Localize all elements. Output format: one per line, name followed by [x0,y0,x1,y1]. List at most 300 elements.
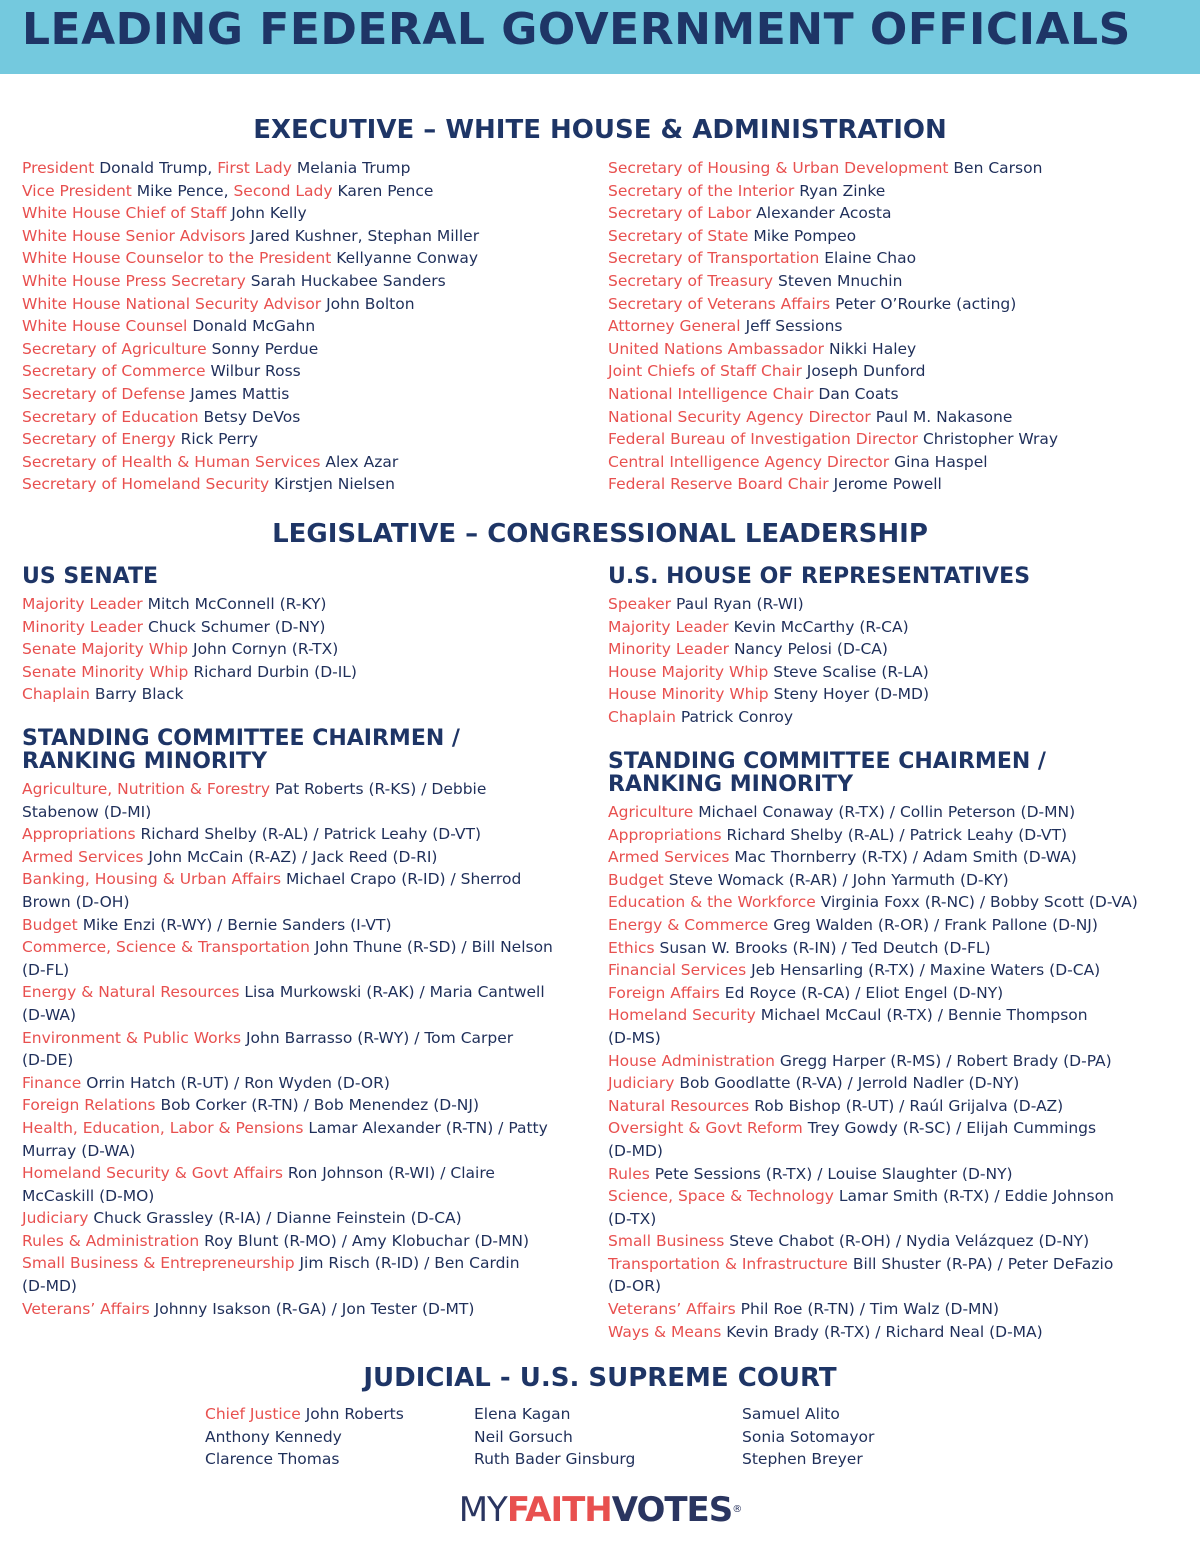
role-title: White House Counsel [22,317,188,336]
list-item [608,683,1188,706]
list-item [608,982,1188,1005]
official-name: Mike Enzi (R-WY) / Bernie Sanders (I-VT) [82,915,392,934]
role-title: Ethics [608,938,655,957]
judicial-col2 [474,1403,734,1471]
list-item [742,1448,1002,1471]
official-name: Virginia Foxx (R-NC) / Bobby Scott (D-VA) [820,893,1138,912]
list-item-continued [608,1275,1188,1298]
role-title: Budget [608,870,664,889]
official-name: Richard Shelby (R-AL) / Patrick Leahy (D-VT) [140,825,482,844]
list-item [608,706,1188,729]
role-title: White House National Security Advisor [22,294,322,313]
role-title: Secretary of Veterans Affairs [608,294,831,313]
house-committee-title [608,750,1168,796]
list-item [22,1298,592,1321]
senate-leadership-list [22,593,592,706]
role-title: Secretary of Homeland Security [22,475,270,494]
official-name: Gina Haspel [894,452,988,471]
list-item [608,1050,1188,1073]
list-item [22,315,592,338]
list-item-continued [608,1027,1188,1050]
list-item [608,315,1188,338]
official-name: (D-MD) [22,1277,77,1296]
official-name: Kirstjen Nielsen [274,475,395,494]
official-name: Roy Blunt (R-MO) / Amy Klobuchar (D-MN) [204,1231,530,1250]
list-item [608,824,1188,847]
official-name: Gregg Harper (R-MS) / Robert Brady (D-PA) [779,1051,1112,1070]
role-title: Ways & Means [608,1322,722,1341]
official-name: Sonny Perdue [211,339,319,358]
list-item-continued [22,1275,592,1298]
list-item [608,914,1188,937]
role-title: Agriculture, Nutrition & Forestry [22,780,271,798]
official-name: Ruth Bader Ginsburg [474,1450,636,1469]
official-name: Mitch McConnell (R-KY) [147,595,327,613]
role-title: United Nations Ambassador [608,339,825,358]
list-item [608,1185,1188,1208]
list-item [22,868,592,891]
role-title: Judiciary [22,1209,89,1228]
official-name: John Barrasso (R-WY) / Tom Carper [245,1028,514,1047]
role-title: National Security Agency Director [608,407,871,426]
official-name: Mac Thornberry (R-TX) / Adam Smith (D-WA) [734,848,1077,867]
role-title: Majority Leader [22,595,143,613]
role-title: Secretary of Energy [22,430,176,449]
list-item [22,936,592,959]
role-title: Majority Leader [608,617,729,636]
official-name: Richard Durbin (D-IL) [193,662,357,681]
list-item [608,846,1188,869]
role-title: Secretary of Treasury [608,271,774,290]
official-name: Brown (D-OH) [22,892,130,911]
list-item [474,1448,734,1471]
official-name: Rick Perry [180,430,259,449]
official-name: Kevin McCarthy (R-CA) [733,617,909,636]
role-title: Second Lady [233,181,333,200]
official-name: Jim Risch (R-ID) / Ben Cardin [299,1254,520,1273]
official-name: John Kelly [231,204,307,223]
list-item [608,937,1188,960]
role-title: National Intelligence Chair [608,384,814,403]
official-name: Paul Ryan (R-WI) [675,595,804,613]
logo-registered: ® [732,1504,742,1515]
list-item [608,869,1188,892]
role-title: Secretary of Health & Human Services [22,452,321,471]
role-title: Chief Justice [205,1405,301,1423]
role-title: Appropriations [608,825,722,844]
myfaithvotes-logo [0,1490,1200,1530]
role-title: White House Counselor to the President [22,249,332,268]
official-name: Phil Roe (R-TN) / Tim Walz (D-MN) [740,1300,1000,1319]
list-item [608,638,1188,661]
role-title: Attorney General [608,317,741,336]
legislative-title: LEGISLATIVE – CONGRESSIONAL LEADERSHIP [272,519,928,549]
list-item [608,1253,1188,1276]
official-name: Patrick Conroy [680,707,794,726]
role-title: Secretary of State [608,226,749,245]
list-item [205,1448,465,1471]
role-title: White House Chief of Staff [22,204,227,223]
list-item [22,406,592,429]
list-item [742,1403,1002,1426]
official-name: (D-MS) [608,1028,661,1047]
role-title: Secretary of Housing & Urban Development [608,159,949,177]
list-item [22,1094,592,1117]
list-item [22,616,592,639]
list-item [608,1072,1188,1095]
role-title: Central Intelligence Agency Director [608,452,890,471]
official-name: Ron Johnson (R-WI) / Claire [287,1164,495,1183]
role-title: Minority Leader [22,617,143,636]
role-title: White House Press Secretary [22,271,246,290]
senate-committee-title-line2: RANKING MINORITY [22,749,267,774]
list-item [22,180,592,203]
house-committee-title-line1: STANDING COMMITTEE CHAIRMEN / [608,749,1046,774]
official-name: Mike Pence, [136,181,234,200]
official-name: Donald McGahn [192,317,316,336]
role-title: White House Senior Advisors [22,226,246,245]
executive-title: EXECUTIVE – WHITE HOUSE & ADMINISTRATION [253,115,947,145]
official-name: Barry Black [94,685,184,704]
official-name: Paul M. Nakasone [875,407,1013,426]
official-name: Karen Pence [337,181,434,200]
list-item [608,1298,1188,1321]
official-name: Melania Trump [296,159,411,177]
role-title: President [22,159,95,177]
list-item [22,823,592,846]
official-name: (D-DE) [22,1051,74,1070]
role-title: Foreign Relations [22,1096,156,1115]
official-name: Anthony Kennedy [205,1427,342,1446]
role-title: Rules & Administration [22,1231,200,1250]
role-title: Homeland Security & Govt Affairs [22,1164,283,1183]
executive-left-list [22,157,592,496]
list-item [608,1117,1188,1140]
list-item [22,247,592,270]
official-name: Bob Corker (R-TN) / Bob Menendez (D-NJ) [160,1096,480,1115]
official-name: Bill Shuster (R-PA) / Peter DeFazio [852,1254,1114,1273]
official-name: Michael Crapo (R-ID) / Sherrod [285,870,522,889]
list-item [22,451,592,474]
list-item-continued [22,1004,592,1027]
role-title: Secretary of Agriculture [22,339,207,358]
role-title: Foreign Affairs [608,983,720,1002]
list-item [22,202,592,225]
header-banner [0,0,1200,74]
official-name: Stephen Breyer [742,1450,863,1469]
official-name: Bob Goodlatte (R-VA) / Jerrold Nadler (D-NY) [679,1074,1020,1093]
official-name: Kellyanne Conway [336,249,479,268]
official-name: Pete Sessions (R-TX) / Louise Slaughter (D-NY) [654,1164,1013,1183]
official-name: McCaskill (D-MO) [22,1186,155,1205]
role-title: Senate Majority Whip [22,640,189,659]
official-name: John McCain (R-AZ) / Jack Reed (D-RI) [148,847,438,866]
role-title: Natural Resources [608,1096,750,1115]
role-title: First Lady [217,159,292,177]
judicial-col3 [742,1403,1002,1471]
list-item [608,270,1188,293]
list-item [22,661,592,684]
list-item [22,1027,592,1050]
official-name: Christopher Wray [922,430,1059,449]
official-name: Mike Pompeo [753,226,857,245]
official-name: Rob Bishop (R-UT) / Raúl Grijalva (D-AZ) [754,1096,1064,1115]
official-name: Steven Mnuchin [778,271,903,290]
role-title: Federal Bureau of Investigation Director [608,430,919,449]
official-name: Neil Gorsuch [474,1427,573,1446]
official-name: Donald Trump, [99,159,218,177]
official-name: Chuck Grassley (R-IA) / Dianne Feinstein (D-CA) [93,1209,462,1228]
list-item [608,225,1188,248]
list-item [22,638,592,661]
list-item-continued [22,1049,592,1072]
role-title: House Minority Whip [608,685,769,704]
senate-title: US SENATE [22,564,159,589]
list-item [205,1403,465,1426]
official-name: Jerome Powell [833,475,942,494]
list-item [22,360,592,383]
list-item [22,428,592,451]
official-name: Nancy Pelosi (D-CA) [733,640,888,659]
official-name: John Thune (R-SD) / Bill Nelson [314,938,553,957]
official-name: Wilbur Ross [210,362,301,381]
list-item [608,451,1188,474]
list-item [205,1426,465,1449]
role-title: Judiciary [608,1074,675,1093]
list-item-continued [608,1208,1188,1231]
role-title: Secretary of Commerce [22,362,206,381]
page-title: LEADING FEDERAL GOVERNMENT OFFICIALS [22,4,1131,55]
official-name: Richard Shelby (R-AL) / Patrick Leahy (D-VT) [726,825,1068,844]
list-item [22,683,592,706]
official-name: Alex Azar [325,452,399,471]
judicial-title: JUDICIAL - U.S. SUPREME COURT [363,1363,837,1393]
official-name: Steve Scalise (R-LA) [773,662,929,681]
official-name: Trey Gowdy (R-SC) / Elijah Cummings [807,1119,1097,1138]
list-item [22,383,592,406]
role-title: Secretary of Education [22,407,199,426]
official-name: Elena Kagan [474,1405,571,1423]
official-name: Steve Chabot (R-OH) / Nydia Velázquez (D-NY) [729,1232,1090,1251]
role-title: Secretary of the Interior [608,181,795,200]
official-name: Samuel Alito [742,1405,840,1423]
list-item [608,406,1188,429]
list-item [608,959,1188,982]
list-item [608,247,1188,270]
role-title: Commerce, Science & Transportation [22,938,310,957]
list-item [22,225,592,248]
official-name: James Mattis [190,384,290,403]
official-name: John Roberts [305,1405,404,1423]
house-committee-title-line2: RANKING MINORITY [608,772,853,797]
official-name: John Cornyn (R-TX) [193,640,339,659]
official-name: Chuck Schumer (D-NY) [147,617,326,636]
role-title: Health, Education, Labor & Pensions [22,1118,304,1137]
role-title: Rules [608,1164,650,1183]
official-name: (D-FL) [22,960,70,979]
list-item [608,202,1188,225]
role-title: Veterans’ Affairs [608,1300,736,1319]
list-item-continued [22,1140,592,1163]
list-item [608,157,1188,180]
official-name: Betsy DeVos [203,407,301,426]
official-name: Peter O’Rourke (acting) [835,294,1017,313]
role-title: Small Business [608,1232,725,1251]
official-name: Pat Roberts (R-KS) / Debbie [274,780,487,798]
role-title: Banking, Housing & Urban Affairs [22,870,282,889]
list-item [608,1321,1188,1344]
list-item [474,1403,734,1426]
official-name: Kevin Brady (R-TX) / Richard Neal (D-MA) [726,1322,1043,1341]
role-title: Financial Services [608,961,747,980]
list-item [608,593,1188,616]
role-title: Science, Space & Technology [608,1187,834,1206]
role-title: Appropriations [22,825,136,844]
official-name: Lisa Murkowski (R-AK) / Maria Cantwell [244,983,545,1002]
list-item [608,801,1188,824]
list-item-continued [22,1185,592,1208]
house-leadership-list [608,593,1188,729]
official-name: (D-OR) [608,1277,662,1296]
list-item [22,914,592,937]
role-title: Armed Services [608,848,730,867]
official-name: Greg Walden (R-OR) / Frank Pallone (D-NJ) [773,915,1098,934]
list-item [608,1004,1188,1027]
official-name: Elaine Chao [824,249,917,268]
list-item [22,1252,592,1275]
official-name: Jeff Sessions [745,317,843,336]
official-name: Ryan Zinke [799,181,886,200]
official-name: Murray (D-WA) [22,1141,136,1160]
list-item [608,428,1188,451]
official-name: Dan Coats [818,384,899,403]
list-item [608,1163,1188,1186]
role-title: Speaker [608,595,672,613]
role-title: Minority Leader [608,640,729,659]
role-title: Senate Minority Whip [22,662,189,681]
role-title: Armed Services [22,847,144,866]
official-name: Johnny Isakson (R-GA) / Jon Tester (D-MT) [154,1299,475,1318]
role-title: Small Business & Entrepreneurship [22,1254,295,1273]
official-name: Clarence Thomas [205,1450,340,1469]
official-name: Susan W. Brooks (R-IN) / Ted Deutch (D-FL) [659,938,991,957]
senate-committee-title-line1: STANDING COMMITTEE CHAIRMEN / [22,726,460,751]
logo-faith: FAITH [506,1490,612,1530]
logo-votes: VOTES [611,1490,733,1530]
official-name: Joseph Dunford [806,362,926,381]
list-item [608,180,1188,203]
official-name: Sonia Sotomayor [742,1427,875,1446]
role-title: Education & the Workforce [608,893,816,912]
logo-my: MY [458,1490,507,1530]
list-item [22,270,592,293]
role-title: Budget [22,915,78,934]
list-item [22,1117,592,1140]
role-title: Vice President [22,181,132,200]
list-item [22,1162,592,1185]
official-name: (D-WA) [22,1005,77,1024]
list-item-continued [22,801,592,824]
senate-committee-title [22,727,582,773]
role-title: Secretary of Labor [608,204,752,223]
official-name: Steve Womack (R-AR) / John Yarmuth (D-KY) [668,870,1009,889]
role-title: Secretary of Defense [22,384,186,403]
house-title: U.S. HOUSE OF REPRESENTATIVES [608,564,1031,589]
list-item [608,338,1188,361]
role-title: Finance [22,1073,82,1092]
role-title: Chaplain [22,685,90,704]
list-item [22,593,592,616]
house-committee-list [608,801,1188,1343]
role-title: Agriculture [608,803,694,821]
list-item [608,1230,1188,1253]
official-name: Ed Royce (R-CA) / Eliot Engel (D-NY) [724,983,1004,1002]
executive-right-list [608,157,1188,496]
role-title: Transportation & Infrastructure [608,1254,848,1273]
list-item [608,473,1188,496]
official-name: Lamar Alexander (R-TN) / Patty [308,1118,548,1137]
official-name: Michael McCaul (R-TX) / Bennie Thompson [760,1006,1088,1025]
official-name: John Bolton [326,294,415,313]
official-name: Lamar Smith (R-TX) / Eddie Johnson [838,1187,1114,1206]
official-name: Stabenow (D-MI) [22,802,152,821]
role-title: Veterans’ Affairs [22,1299,150,1318]
list-item [22,293,592,316]
list-item [608,616,1188,639]
official-name: Steny Hoyer (D-MD) [773,685,930,704]
official-name: (D-MD) [608,1141,663,1160]
list-item [608,1095,1188,1118]
official-name: Jeb Hensarling (R-TX) / Maxine Waters (D-CA) [751,961,1101,980]
official-name: Orrin Hatch (R-UT) / Ron Wyden (D-OR) [86,1073,390,1092]
official-name: Sarah Huckabee Sanders [250,271,446,290]
list-item [608,293,1188,316]
judicial-col1 [205,1403,465,1471]
official-name: Jared Kushner, Stephan Miller [250,226,480,245]
list-item [22,1207,592,1230]
role-title: House Administration [608,1051,775,1070]
list-item [22,981,592,1004]
role-title: Joint Chiefs of Staff Chair [608,362,802,381]
list-item [22,1230,592,1253]
role-title: House Majority Whip [608,662,769,681]
role-title: Homeland Security [608,1006,756,1025]
list-item [608,661,1188,684]
senate-committee-list [22,778,592,1320]
list-item [608,891,1188,914]
role-title: Energy & Commerce [608,915,769,934]
role-title: Federal Reserve Board Chair [608,475,829,494]
list-item [608,383,1188,406]
list-item-continued [22,891,592,914]
official-name: Ben Carson [953,159,1043,177]
list-item [22,157,592,180]
list-item [608,360,1188,383]
list-item [22,846,592,869]
official-name: Alexander Acosta [756,204,892,223]
role-title: Oversight & Govt Reform [608,1119,803,1138]
list-item [22,338,592,361]
list-item-continued [22,959,592,982]
list-item [474,1426,734,1449]
list-item [742,1426,1002,1449]
role-title: Environment & Public Works [22,1028,242,1047]
list-item [22,1072,592,1095]
official-name: Nikki Haley [828,339,917,358]
role-title: Energy & Natural Resources [22,983,240,1002]
role-title: Secretary of Transportation [608,249,820,268]
list-item-continued [608,1140,1188,1163]
